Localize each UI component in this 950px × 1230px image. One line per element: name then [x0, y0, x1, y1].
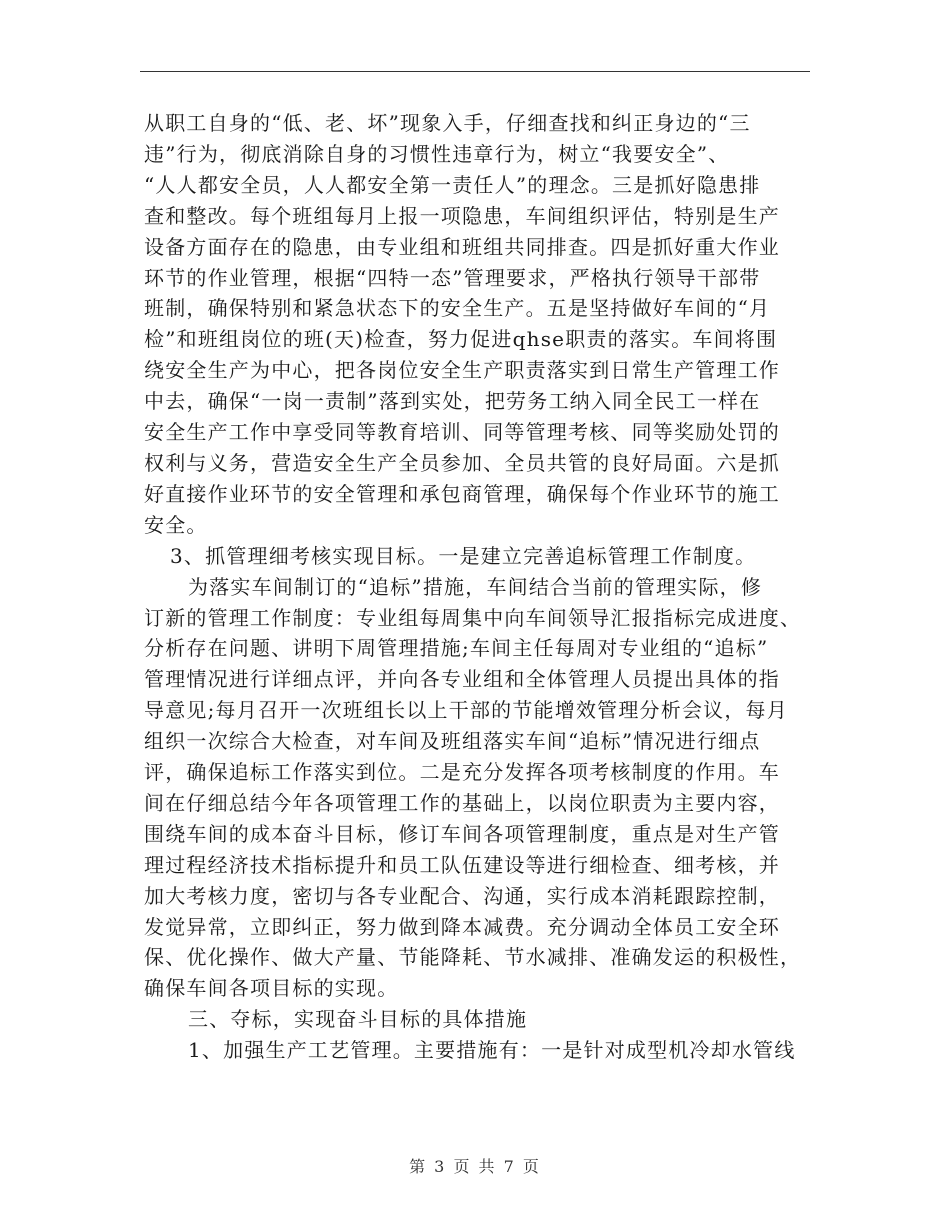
text-line: 加大考核力度，密切与各专业配合、沟通，实行成本消耗跟踪控制， — [144, 883, 780, 908]
text-line: 确保车间各项目标的实现。 — [144, 976, 399, 1001]
text-line: 环节的作业管理，根据“四特一态”管理要求，严格执行领导干部带 — [144, 265, 761, 290]
text-line: 3、抓管理细考核实现目标。一是建立完善追标管理工作制度。 — [170, 543, 757, 568]
text-line: 查和整改。每个班组每月上报一项隐患，车间组织评估，特别是生产 — [144, 203, 780, 228]
header-rule — [140, 71, 810, 72]
text-line: 检”和班组岗位的班(天)检查，努力促进qhse职责的落实。车间将围 — [144, 327, 778, 352]
text-line: 理过程经济技术指标提升和员工队伍建设等进行细检查、细考核，并 — [144, 852, 780, 877]
text-line: 保、优化操作、做大产量、节能降耗、节水减排、准确发运的积极性， — [144, 945, 802, 970]
text-line: 安全生产工作中享受同等教育培训、同等管理考核、同等奖励处罚的 — [144, 420, 780, 445]
text-line: “人人都安全员，人人都安全第一责任人”的理念。三是抓好隐患排 — [144, 172, 761, 197]
text-line: 评，确保追标工作落实到位。二是充分发挥各项考核制度的作用。车 — [144, 760, 780, 785]
text-line: 管理情况进行详细点评，并向各专业组和全体管理人员提出具体的指 — [144, 667, 780, 692]
text-line: 绕安全生产为中心，把各岗位安全生产职责落实到日常生产管理工作 — [144, 358, 780, 383]
text-line: 导意见;每月召开一次班组长以上干部的节能增效管理分析会议，每月 — [144, 698, 788, 723]
text-line: 围绕车间的成本奋斗目标，修订车间各项管理制度，重点是对生产管 — [144, 821, 780, 846]
text-line: 分析存在问题、讲明下周管理措施;车间主任每周对专业组的“追标” — [144, 636, 769, 661]
text-line: 订新的管理工作制度：专业组每周集中向车间领导汇报指标完成进度、 — [144, 605, 802, 630]
text-line: 好直接作业环节的安全管理和承包商管理，确保每个作业环节的施工 — [144, 481, 780, 506]
text-line: 从职工自身的“低、老、坏”现象入手，仔细查找和纠正身边的“三 — [144, 111, 751, 135]
text-line: 组织一次综合大检查，对车间及班组落实车间“追标”情况进行细点 — [144, 729, 761, 754]
text-line: 班制，确保特别和紧急状态下的安全生产。五是坚持做好车间的“月 — [144, 296, 771, 321]
text-line: 权利与义务，营造安全生产全员参加、全员共管的良好局面。六是抓 — [144, 450, 780, 475]
text-line: 违”行为，彻底消除自身的习惯性违章行为，树立“我要安全”、 — [144, 141, 730, 166]
page-footer: 第 3 页 共 7 页 — [409, 1157, 541, 1176]
text-line: 1、加强生产工艺管理。主要措施有：一是针对成型机冷却水管线 — [188, 1038, 796, 1063]
text-line: 间在仔细总结今年各项管理工作的基础上，以岗位职责为主要内容， — [144, 790, 780, 815]
text-line: 为落实车间制订的“追标”措施，车间结合当前的管理实际，修 — [188, 574, 763, 599]
text-line: 设备方面存在的隐患，由专业组和班组共同排查。四是抓好重大作业 — [144, 234, 780, 259]
text-line: 安全。 — [144, 512, 208, 537]
text-line: 发觉异常，立即纠正，努力做到降本减费。充分调动全体员工安全环 — [144, 914, 780, 939]
text-line: 中去，确保“一岗一责制”落到实处，把劳务工纳入同全民工一样在 — [144, 389, 761, 414]
text-line: 三、夺标，实现奋斗目标的具体措施 — [188, 1007, 528, 1032]
body-text — [144, 108, 814, 1066]
